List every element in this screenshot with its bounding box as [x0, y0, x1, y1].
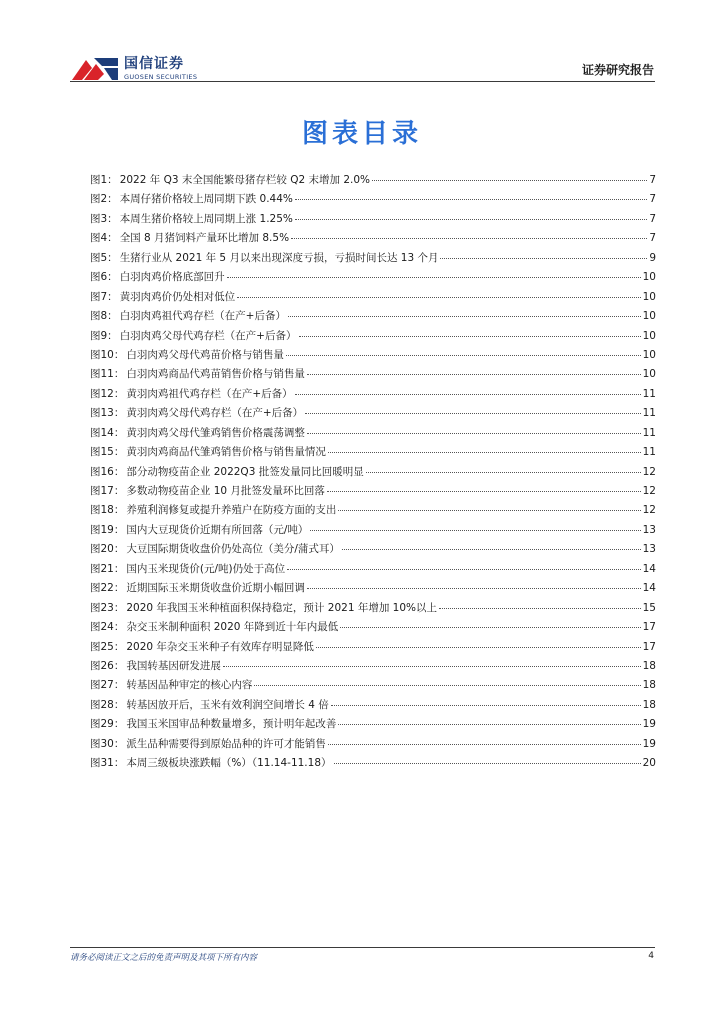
toc-entry-number: 图10： [90, 348, 125, 361]
toc-list [90, 172, 656, 775]
toc-entry-number: 图22： [90, 582, 125, 595]
toc-entry-leader [366, 472, 641, 473]
toc-entry-page: 17 [642, 621, 656, 634]
toc-entry-page: 11 [642, 426, 656, 439]
toc-entry-leader [307, 374, 641, 375]
toc-entry-leader [299, 336, 641, 337]
toc-entry-title: 黄羽肉鸡父母代鸡存栏（在产+后备） [126, 407, 304, 420]
toc-entry-page: 12 [642, 465, 656, 478]
toc-entry[interactable] [90, 639, 656, 658]
toc-entry-title: 转基因品种审定的核心内容 [126, 679, 253, 692]
toc-entry-number: 图12： [90, 387, 125, 400]
toc-entry-title: 部分动物疫苗企业 2022Q3 批签发量同比回暖明显 [126, 465, 364, 478]
toc-entry-page: 7 [649, 212, 656, 225]
toc-entry-page: 13 [642, 543, 656, 556]
toc-entry-page: 10 [642, 329, 656, 342]
toc-entry-number: 图11： [90, 368, 125, 381]
toc-entry-title: 我国转基因研发进展 [126, 659, 221, 672]
toc-entry-title: 国内大豆现货价近期有所回落（元/吨） [126, 523, 309, 536]
toc-entry[interactable] [90, 600, 656, 619]
toc-entry-number: 图23： [90, 601, 125, 614]
toc-entry[interactable] [90, 289, 656, 308]
toc-entry[interactable] [90, 502, 656, 521]
toc-entry-number: 图28： [90, 698, 125, 711]
toc-entry-number: 图3： [90, 212, 118, 225]
toc-entry-page: 15 [642, 601, 656, 614]
toc-entry-leader [295, 219, 647, 220]
toc-entry[interactable] [90, 619, 656, 638]
toc-entry[interactable] [90, 366, 656, 385]
toc-entry-page: 11 [642, 446, 656, 459]
toc-entry-page: 20 [642, 757, 656, 770]
toc-entry[interactable] [90, 308, 656, 327]
toc-entry-leader [286, 355, 641, 356]
report-type-label: 证券研究报告 [581, 63, 654, 77]
toc-entry[interactable] [90, 269, 656, 288]
toc-entry[interactable] [90, 425, 656, 444]
toc-entry-leader [340, 627, 640, 628]
toc-entry-number: 图14： [90, 426, 125, 439]
toc-entry-title: 黄羽肉鸡祖代鸡存栏（在产+后备） [126, 387, 293, 400]
toc-entry-number: 图27： [90, 679, 125, 692]
toc-entry-number: 图5： [90, 251, 118, 264]
toc-entry-title: 杂交玉米制种面积 2020 年降到近十年内最低 [126, 621, 339, 634]
toc-entry-title: 本周三级板块涨跌幅（%）（11.14-11.18） [126, 757, 332, 770]
footer-page-number: 4 [648, 951, 654, 961]
toc-entry-number: 图25： [90, 640, 125, 653]
toc-entry-title: 白羽肉鸡祖代鸡存栏（在产+后备） [119, 310, 286, 323]
toc-entry-title: 白羽肉鸡价格底部回升 [119, 271, 225, 284]
toc-entry-leader [295, 394, 641, 395]
toc-entry-leader [338, 724, 640, 725]
toc-entry-number: 图30： [90, 737, 125, 750]
toc-entry[interactable] [90, 716, 656, 735]
toc-entry-number: 图19： [90, 523, 125, 536]
toc-entry-title: 白羽肉鸡商品代鸡苗销售价格与销售量 [126, 368, 305, 381]
toc-entry-page: 9 [649, 251, 656, 264]
toc-entry[interactable] [90, 230, 656, 249]
guosen-logo [70, 54, 197, 84]
toc-entry-number: 图26： [90, 659, 125, 672]
toc-entry-page: 10 [642, 368, 656, 381]
toc-entry-title: 转基因放开后，玉米有效利润空间增长 4 倍 [126, 698, 329, 711]
toc-entry-page: 10 [642, 310, 656, 323]
toc-entry-leader [338, 510, 640, 511]
toc-entry-page: 12 [642, 504, 656, 517]
brand-name-cn: 国信证券 [124, 56, 184, 72]
toc-entry[interactable] [90, 191, 656, 210]
toc-entry-leader [254, 685, 640, 686]
toc-entry[interactable] [90, 561, 656, 580]
toc-entry-title: 我国玉米国审品种数量增多，预计明年起改善 [126, 718, 337, 731]
toc-entry[interactable] [90, 541, 656, 560]
toc-entry-page: 10 [642, 348, 656, 361]
toc-entry-title: 养殖利润修复或提升养殖户在防疫方面的支出 [126, 504, 337, 517]
footer-divider [70, 947, 655, 948]
toc-entry-title: 黄羽肉鸡父母代雏鸡销售价格震荡调整 [126, 426, 305, 439]
toc-entry-leader [439, 608, 641, 609]
toc-entry-leader [288, 316, 641, 317]
toc-entry-title: 多数动物疫苗企业 10 月批签发量环比回落 [126, 485, 325, 497]
toc-entry[interactable] [90, 483, 656, 502]
toc-entry-number: 图24： [90, 621, 125, 634]
toc-entry-number: 图1： [90, 174, 118, 186]
toc-entry-leader [331, 705, 641, 706]
toc-entry-leader [328, 744, 641, 745]
toc-entry-leader [237, 297, 640, 298]
toc-entry[interactable] [90, 328, 656, 347]
toc-entry-page: 18 [642, 659, 656, 672]
toc-entry[interactable] [90, 464, 656, 483]
toc-entry-page: 7 [649, 174, 656, 186]
toc-entry-title: 生猪行业从 2021 年 5 月以来出现深度亏损，亏损时间长达 13 个月 [119, 251, 439, 264]
toc-entry-number: 图9： [90, 329, 118, 342]
toc-entry-title: 白羽肉鸡父母代鸡苗价格与销售量 [126, 348, 284, 361]
toc-entry-title: 派生品种需要得到原始品种的许可才能销售 [126, 737, 326, 750]
toc-entry-title: 大豆国际期货收盘价仍处高位（美分/蒲式耳） [126, 543, 340, 556]
toc-entry[interactable] [90, 386, 656, 405]
toc-entry-leader [328, 452, 641, 453]
toc-entry-number: 图20： [90, 543, 125, 556]
toc-entry-title: 白羽肉鸡父母代鸡存栏（在产+后备） [119, 329, 297, 342]
toc-entry[interactable] [90, 736, 656, 755]
toc-entry-page: 10 [642, 290, 656, 303]
toc-entry[interactable] [90, 522, 656, 541]
toc-entry[interactable] [90, 677, 656, 696]
toc-entry-number: 图18： [90, 504, 125, 517]
toc-entry-title: 黄羽肉鸡商品代雏鸡销售价格与销售量情况 [126, 446, 326, 459]
brand-name-en: GUOSEN SECURITIES [124, 73, 198, 81]
toc-entry[interactable] [90, 405, 656, 424]
toc-entry-leader [227, 277, 641, 278]
toc-entry-leader [334, 763, 641, 764]
guosen-logo-icon [70, 54, 120, 84]
toc-entry-page: 17 [642, 640, 656, 653]
toc-entry-leader [307, 433, 641, 434]
toc-entry-leader [291, 238, 647, 239]
toc-entry-leader [307, 588, 641, 589]
toc-entry-title: 2022 年 Q3 末全国能繁母猪存栏较 Q2 末增加 2.0% [119, 174, 371, 186]
toc-entry-leader [295, 199, 647, 200]
toc-entry-title: 全国 8 月猪饲料产量环比增加 8.5% [119, 232, 290, 245]
toc-entry-number: 图13： [90, 407, 125, 420]
toc-entry[interactable] [90, 172, 656, 191]
toc-entry-page: 18 [642, 698, 656, 711]
toc-entry-page: 14 [642, 582, 656, 595]
toc-entry[interactable] [90, 250, 656, 269]
toc-entry-leader [327, 491, 641, 492]
toc-entry-page: 7 [649, 193, 656, 206]
toc-entry-page: 12 [642, 485, 656, 497]
header-divider [70, 81, 655, 82]
footer-disclaimer: 请务必阅读正文之后的免责声明及其项下所有内容 [70, 953, 258, 963]
toc-entry-page: 19 [642, 718, 656, 731]
toc-entry-page: 7 [649, 232, 656, 245]
toc-entry-title: 本周仔猪价格较上周同期下跌 0.44% [119, 193, 293, 206]
toc-entry-title: 黄羽肉鸡价仍处相对低位 [119, 290, 236, 303]
toc-entry-page: 13 [642, 523, 656, 536]
toc-entry-page: 11 [642, 407, 656, 420]
toc-entry-page: 14 [642, 562, 656, 575]
toc-entry-page: 19 [642, 737, 656, 750]
toc-entry[interactable] [90, 347, 656, 366]
toc-entry-number: 图2： [90, 193, 118, 206]
toc-title: 图表目录 [301, 119, 422, 149]
toc-entry-number: 图8： [90, 310, 118, 323]
toc-entry-title: 本周生猪价格较上周同期上涨 1.25% [119, 212, 293, 225]
toc-entry-title: 国内玉米现货价(元/吨)仍处于高位 [126, 562, 286, 575]
toc-entry[interactable] [90, 755, 656, 774]
toc-entry-title: 2020 年杂交玉米种子有效库存明显降低 [126, 640, 314, 653]
toc-entry-number: 图7： [90, 290, 118, 303]
toc-entry-leader [305, 413, 640, 414]
toc-entry[interactable] [90, 580, 656, 599]
toc-entry-leader [440, 258, 647, 259]
toc-entry-page: 11 [642, 387, 656, 400]
toc-entry-leader [287, 569, 641, 570]
toc-entry-number: 图4： [90, 232, 118, 245]
toc-entry-leader [223, 666, 641, 667]
toc-entry-number: 图17： [90, 485, 125, 497]
toc-entry-title: 近期国际玉米期货收盘价近期小幅回调 [126, 582, 305, 595]
toc-entry-page: 10 [642, 271, 656, 284]
toc-entry-number: 图16： [90, 465, 125, 478]
toc-entry[interactable] [90, 697, 656, 716]
toc-entry-leader [310, 530, 640, 531]
toc-entry-leader [372, 180, 647, 181]
toc-entry-number: 图29： [90, 718, 125, 731]
toc-entry-number: 图31： [90, 757, 125, 770]
page-header [0, 0, 724, 90]
toc-entry-title: 2020 年我国玉米种植面积保持稳定，预计 2021 年增加 10%以上 [126, 601, 438, 614]
toc-entry-number: 图6： [90, 271, 118, 284]
toc-entry-leader [342, 549, 641, 550]
toc-entry[interactable] [90, 444, 656, 463]
toc-entry-number: 图21： [90, 562, 125, 575]
toc-entry-leader [316, 647, 641, 648]
toc-entry[interactable] [90, 658, 656, 677]
toc-entry[interactable] [90, 211, 656, 230]
toc-entry-page: 18 [642, 679, 656, 692]
toc-entry-number: 图15： [90, 446, 125, 459]
